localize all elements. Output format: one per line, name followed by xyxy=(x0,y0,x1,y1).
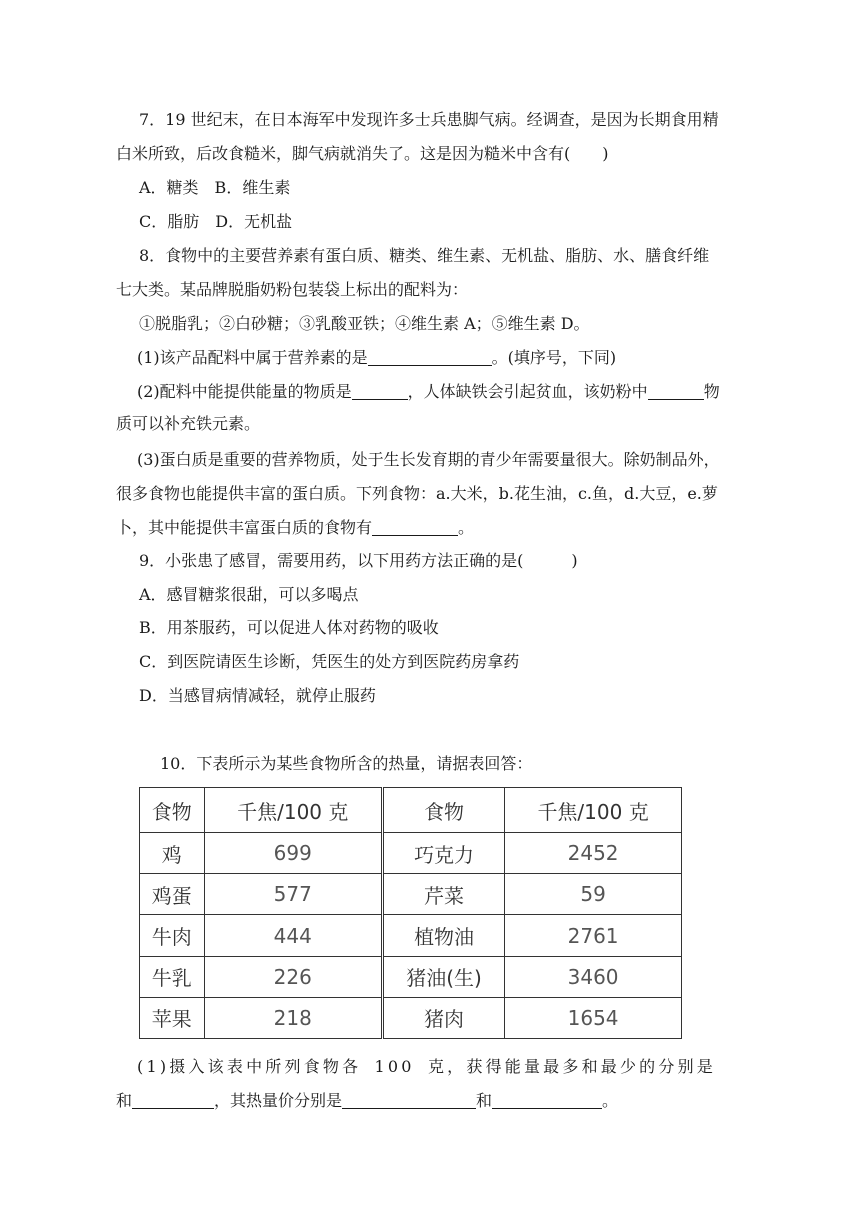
q9-option-a: A．感冒糖浆很甜，可以多喝点 xyxy=(139,585,359,604)
table-row xyxy=(140,997,682,1038)
q8-part3-suffix: 。 xyxy=(458,518,475,537)
q8-part2-line2: 质可以补充铁元素。 xyxy=(116,414,261,433)
table-row xyxy=(140,915,682,956)
table-cell: 444 xyxy=(204,915,382,956)
q10-part1-and1: 和 xyxy=(116,1091,133,1110)
q8-ingredients: ①脱脂乳；②白砂糖；③乳酸亚铁；④维生素 A；⑤维生素 D。 xyxy=(139,314,590,333)
table-header-cell: 千焦/100 克 xyxy=(505,788,682,833)
q8-part2-blank2[interactable] xyxy=(648,383,704,400)
table-cell: 699 xyxy=(204,833,382,874)
q7-stem-line1: 7．19 世纪末，在日本海军中发现许多士兵患脚气病。经调查，是因为长期食用精 xyxy=(139,110,719,129)
table-cell: 1654 xyxy=(505,997,682,1038)
table-cell: 植物油 xyxy=(382,915,504,956)
q10-part1-line2 xyxy=(116,1091,618,1111)
q10-part1-line1: (1)摄入该表中所列食物各 100 克，获得能量最多和最少的分别是 xyxy=(137,1057,716,1076)
table-header-row xyxy=(140,788,682,833)
q8-part2-mid: ，人体缺铁会引起贫血，该奶粉中 xyxy=(407,382,648,401)
q7-stem-line2: 白米所致，后改食糙米，脚气病就消失了。这是因为糙米中含有( ) xyxy=(116,144,609,163)
table-cell: 2761 xyxy=(505,915,682,956)
table-cell: 3460 xyxy=(505,956,682,997)
q10-part1-blank1[interactable] xyxy=(132,1092,214,1109)
q8-part1-blank[interactable] xyxy=(368,349,492,366)
table-header-cell: 千焦/100 克 xyxy=(204,788,382,833)
q10-part1-and2: 和 xyxy=(476,1091,493,1110)
food-calorie-table xyxy=(139,787,682,1039)
q8-part2-text: (2)配料中能提供能量的物质是 xyxy=(137,382,352,401)
table-cell: 苹果 xyxy=(140,997,205,1038)
q10-stem: 10．下表所示为某些食物所含的热量，请据表回答： xyxy=(160,754,533,773)
q8-part1-text: (1)该产品配料中属于营养素的是 xyxy=(137,348,368,367)
table-cell: 牛肉 xyxy=(140,915,205,956)
q8-part1 xyxy=(137,348,616,368)
q10-part1-mid: ，其热量价分别是 xyxy=(214,1091,343,1110)
table-cell: 猪油(生) xyxy=(382,956,504,997)
q8-part3-line3 xyxy=(116,518,474,538)
q10-part1-suffix: 。 xyxy=(602,1091,619,1110)
q9-option-b: B．用茶服药，可以促进人体对药物的吸收 xyxy=(139,618,439,637)
table-header-cell: 食物 xyxy=(382,788,504,833)
table-cell: 芹菜 xyxy=(382,874,504,915)
q9-stem: 9．小张患了感冒，需要用药，以下用药方法正确的是( ) xyxy=(139,551,578,570)
q8-stem-line2: 七大类。某品牌脱脂奶粉包装袋上标出的配料为： xyxy=(116,280,469,299)
q10-part1-blank2[interactable] xyxy=(342,1092,476,1109)
q7-option-cd: C．脂肪 D．无机盐 xyxy=(139,212,293,231)
q8-part3-line1: (3)蛋白质是重要的营养物质，处于生长发育期的青少年需要量很大。除奶制品外， xyxy=(137,450,720,469)
table-row xyxy=(140,956,682,997)
table-cell: 巧克力 xyxy=(382,833,504,874)
q8-part2 xyxy=(137,382,720,402)
q10-part1-blank3[interactable] xyxy=(492,1092,602,1109)
q8-part3-blank[interactable] xyxy=(372,519,458,536)
table-header-cell: 食物 xyxy=(140,788,205,833)
table-cell: 鸡 xyxy=(140,833,205,874)
q7-option-ab: A．糖类 B．维生素 xyxy=(139,178,291,197)
table-cell: 226 xyxy=(204,956,382,997)
q8-part1-suffix: 。(填序号，下同) xyxy=(491,348,617,367)
table-cell: 鸡蛋 xyxy=(140,874,205,915)
q8-stem-line1: 8．食物中的主要营养素有蛋白质、糖类、维生素、无机盐、脂肪、水、膳食纤维 xyxy=(139,246,710,265)
table-row xyxy=(140,833,682,874)
table-cell: 218 xyxy=(204,997,382,1038)
q9-option-d: D．当感冒病情减轻，就停止服药 xyxy=(139,686,376,705)
table-row xyxy=(140,874,682,915)
table-cell: 577 xyxy=(204,874,382,915)
q8-part2-blank1[interactable] xyxy=(352,383,408,400)
table-cell: 2452 xyxy=(505,833,682,874)
table-cell: 牛乳 xyxy=(140,956,205,997)
q9-option-c: C．到医院请医生诊断，凭医生的处方到医院药房拿药 xyxy=(139,652,520,671)
q8-part2-suffix: 物 xyxy=(703,382,720,401)
q8-part3-text: 卜，其中能提供丰富蛋白质的食物有 xyxy=(116,518,373,537)
q8-part3-line2: 很多食物也能提供丰富的蛋白质。下列食物：a.大米，b.花生油，c.鱼，d.大豆，e.萝 xyxy=(116,484,718,503)
table-cell: 猪肉 xyxy=(382,997,504,1038)
table-cell: 59 xyxy=(505,874,682,915)
